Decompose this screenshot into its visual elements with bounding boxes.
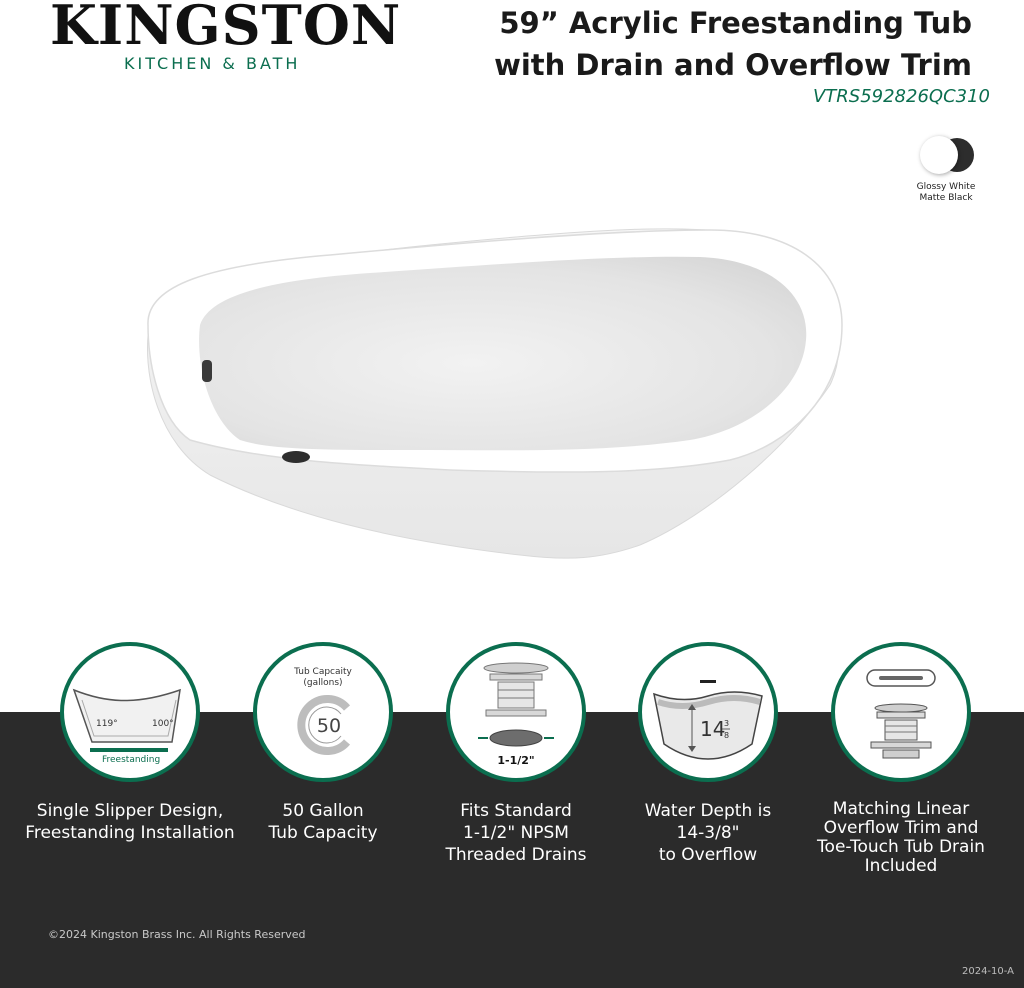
depth-denominator: 8 — [724, 731, 730, 740]
product-title — [494, 2, 972, 86]
feature-drain-caption — [406, 800, 626, 866]
depth-numerator: 3 — [724, 719, 730, 728]
feature-capacity-circle — [253, 642, 393, 782]
caption-line: Water Depth is — [644, 801, 772, 821]
drain-icon — [450, 646, 582, 778]
version-code: 2024-10-A — [961, 966, 1014, 977]
depth-whole: 14 — [700, 717, 726, 741]
overflow-trim-icon — [835, 646, 967, 778]
finish-label-line1: Glossy White — [916, 182, 976, 192]
bathtub-image — [130, 225, 850, 570]
feature-overflow-caption — [791, 800, 1011, 876]
capacity-label-line1: Tub Capcaity — [294, 667, 352, 677]
caption-line: Fits Standard — [460, 801, 572, 821]
product-sku: VTRS592826QC310 — [812, 86, 990, 107]
tub-capacity-icon — [257, 646, 389, 778]
water-depth-icon — [642, 646, 774, 778]
caption-line: 14-3/8" — [676, 823, 740, 843]
feature-capacity-caption — [213, 800, 433, 844]
caption-line: Threaded Drains — [445, 845, 587, 865]
feature-overflow-circle — [831, 642, 971, 782]
feature-design-caption — [20, 800, 240, 844]
feature-design-circle — [60, 642, 200, 782]
caption-line: 1-1/2" NPSM — [463, 823, 569, 843]
slipper-tub-icon — [64, 646, 196, 778]
caption-line: Matching Linear — [832, 799, 970, 819]
caption-line: Overflow Trim and — [823, 818, 979, 838]
brand-subtitle: KITCHEN & BATH — [124, 54, 301, 73]
caption-line: Single Slipper Design, — [36, 801, 224, 821]
product-title-line2: with Drain and Overflow Trim — [494, 48, 972, 82]
feature-depth-circle — [638, 642, 778, 782]
product-title-line1: 59” Acrylic Freestanding Tub — [499, 6, 972, 40]
caption-line: Included — [864, 856, 938, 876]
finish-swatches — [906, 136, 986, 204]
finish-label — [906, 182, 986, 204]
caption-line: Tub Capacity — [268, 823, 378, 843]
caption-line: to Overflow — [658, 845, 758, 865]
angle-left-label: 119° — [96, 719, 118, 729]
finish-swatch-icon — [916, 136, 976, 174]
angle-right-label: 100° — [152, 719, 174, 729]
caption-line: 50 Gallon — [282, 801, 364, 821]
feature-drain-circle — [446, 642, 586, 782]
brand-name: KINGSTON — [50, 0, 402, 57]
finish-label-line2: Matte Black — [919, 193, 973, 203]
brand-logo — [50, 0, 402, 73]
drain-size-label: 1-1/2" — [497, 754, 535, 767]
caption-line: Toe-Touch Tub Drain — [817, 837, 985, 857]
glossy-white-swatch — [920, 136, 958, 174]
feature-depth-caption — [598, 800, 818, 866]
freestanding-label: Freestanding — [102, 755, 161, 765]
copyright-notice: ©2024 Kingston Brass Inc. All Rights Reserved — [48, 928, 306, 941]
caption-line: Freestanding Installation — [25, 823, 235, 843]
capacity-label-line2: (gallons) — [303, 678, 343, 688]
capacity-value: 50 — [316, 715, 342, 737]
